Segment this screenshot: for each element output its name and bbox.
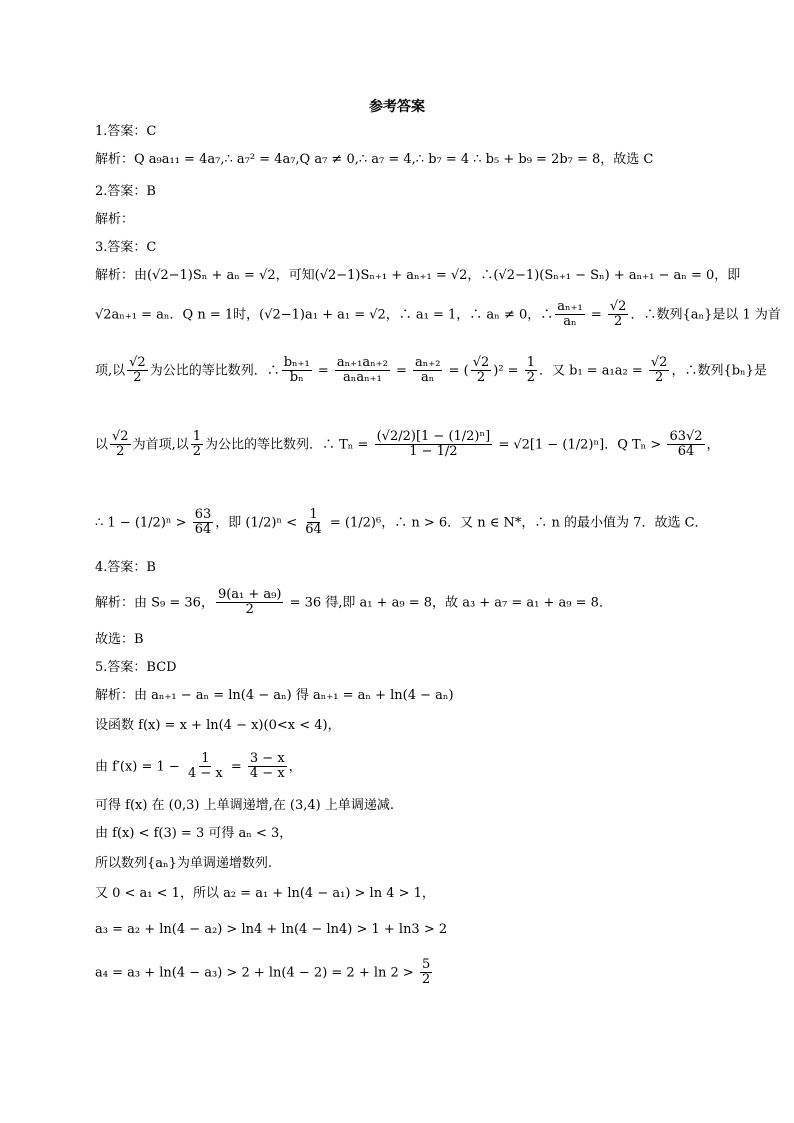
q2-answer: 2.答案：B (95, 184, 156, 199)
fraction: $\frac{1}{2}$ (526, 355, 535, 386)
q5-solution-line7: 又 0 < a₁ < 1，所以 a₂ = a₁ + ln(4 − a₁) > ln 4 > 1， (95, 886, 435, 901)
fraction: $\frac{√2}{2}$ (609, 299, 627, 330)
q1-solution: 解析：Q a₉a₁₁ = 4a₇,∴ a₇² = 4a₇,Q a₇ ≠ 0,∴ a₇ = 4,∴ b₇ = 4 ∴ b₅ + b₉ = 2b₇ = 8，故选 C (95, 152, 654, 167)
q3-solution-line3: 项,以 $\frac{√2}{2}$ 为公比的等比数列．∴ $\frac{\text{bₙ₊₁}}{\text{bₙ}}$ = $\frac{\text{aₙ₊₁aₙ₊₂}}{\text{aₙaₙ₊₁}}$ = $\frac{\text{aₙ₊₂}}{\text{aₙ}}$ = ( $\frac{√2}{2}$ )² = $\frac{1}{2}$ ．又 b₁ = a₁a₂ = $\frac{√2}{2}$ ，∴数列{bₙ}是 (95, 355, 767, 386)
fraction: $\frac{1}{64}$ (305, 507, 322, 538)
fraction: $\frac{√2}{2}$ (472, 355, 490, 386)
page-title: 参考答案 (369, 99, 425, 115)
fraction: $\frac{3 - x}{4 - x}$ (249, 751, 285, 782)
fraction: $\frac{√2}{2}$ (650, 355, 668, 386)
q5-solution-line4: 可得 f(x) 在 (0,3) 上单调递增,在 (3,4) 上单调递减. (95, 798, 394, 813)
q2-solution: 解析： (95, 212, 135, 227)
q4-solution-line1: 解析：由 S₉ = 36， $\frac{\text{9(a₁ + a₉)}}{2}$ = 36 得,即 a₁ + a₉ = 8，故 a₃ + a₇ = a₁ + a₉ = 8． (95, 587, 612, 618)
q4-solution-line2: 故选：B (95, 632, 144, 647)
fraction: $\frac{1}{4 - x}$ (187, 751, 223, 782)
fraction: $\frac{\text{aₙ₊₂}}{\text{aₙ}}$ (415, 355, 441, 386)
fraction: $\frac{63√2}{64}$ (669, 429, 703, 460)
fraction: $\frac{1}{2}$ (192, 429, 201, 460)
q4-answer: 4.答案：B (95, 560, 156, 575)
q3-solution-line5: ∴ 1 − (1/2)ⁿ > $\frac{63}{64}$ ，即 (1/2)ⁿ < $\frac{1}{64}$ = (1/2)⁶，∴ n > 6．又 n ∈ N*，∴ n 的最小值为 7．故选 C． (95, 507, 708, 538)
fraction: $\frac{5}{2}$ (421, 957, 431, 988)
q5-solution-line5: 由 f(x) < f(3) = 3 可得 aₙ < 3， (95, 826, 293, 841)
fraction: $\frac{\text{(√2/2)[1 − (1/2)ⁿ]}}{1 - 1/2}$ (376, 429, 491, 460)
q5-solution-line9: a₄ = a₃ + ln(4 − a₃) > 2 + ln(4 − 2) = 2 + ln 2 > $\frac{5}{2}$ (95, 957, 431, 988)
q3-solution-line2: √2aₙ₊₁ = aₙ．Q n = 1时，(√2−1)a₁ + a₁ = √2，∴ a₁ = 1，∴ aₙ ≠ 0，∴ $\frac{\text{aₙ₊₁}}{\text{aₙ}}$ = $\frac{√2}{2}$ ．∴数列{aₙ}是以 1 为首 (95, 299, 781, 330)
q5-solution-line8: a₃ = a₂ + ln(4 − a₂) > ln4 + ln(4 − ln4) > 1 + ln3 > 2 (95, 922, 448, 937)
fraction: $\frac{63}{64}$ (194, 507, 212, 538)
q1-answer: 1.答案：C (95, 124, 157, 139)
q5-solution-line6: 所以数列{aₙ}为单调递增数列. (95, 856, 273, 871)
fraction: $\frac{√2}{2}$ (112, 429, 129, 460)
q5-solution-line2: 设函数 f(x) = x + ln(4 − x)(0<x < 4)， (95, 718, 341, 733)
q5-solution-line3: 由 f′(x) = 1 − $\frac{1}{4 - x}$ = $\frac{3 - x}{4 - x}$ ， (95, 751, 302, 782)
q3-answer: 3.答案：C (95, 240, 157, 255)
fraction: $\frac{√2}{2}$ (129, 355, 146, 386)
q3-solution-line4: 以 $\frac{√2}{2}$ 为首项,以 $\frac{1}{2}$ 为公比的等比数列．∴ Tₙ = $\frac{\text{(√2/2)[1 − (1/2)ⁿ]}}{1 - 1/2}$ = √2[1 − (1/2)ⁿ]．Q Tₙ > $\frac{63√2}{64}$ ， (95, 429, 720, 460)
q5-solution-line1: 解析：由 aₙ₊₁ − aₙ = ln(4 − aₙ) 得 aₙ₊₁ = aₙ + ln(4 − aₙ) (95, 688, 454, 703)
fraction: $\frac{\text{bₙ₊₁}}{\text{bₙ}}$ (283, 355, 310, 386)
fraction: $\frac{\text{aₙ₊₁}}{\text{aₙ}}$ (557, 299, 583, 330)
fraction: $\frac{\text{aₙ₊₁aₙ₊₂}}{\text{aₙaₙ₊₁}}$ (336, 355, 388, 386)
fraction: $\frac{\text{9(a₁ + a₉)}}{2}$ (217, 587, 282, 618)
q3-solution-line1: 解析：由(√2−1)Sₙ + aₙ = √2，可知(√2−1)Sₙ₊₁ + aₙ₊₁ = √2，∴(√2−1)(Sₙ₊₁ − Sₙ) + aₙ₊₁ − aₙ = 0，即 (95, 268, 741, 283)
q5-answer: 5.答案：BCD (95, 660, 177, 675)
